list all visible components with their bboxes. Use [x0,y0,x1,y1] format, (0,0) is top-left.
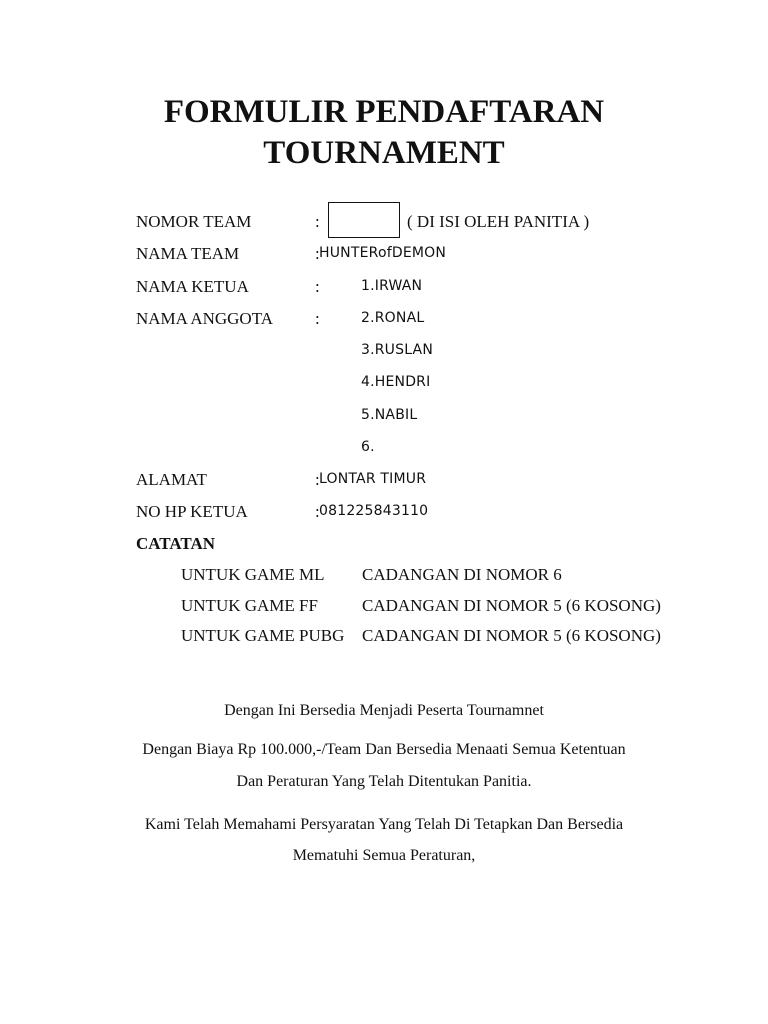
nama-team-value: HUNTERofDEMON [319,245,447,261]
anggota-item: 3.RUSLAN [361,342,433,358]
alamat-value: LONTAR TIMUR [319,471,427,487]
catatan-game: UNTUK GAME PUBG [181,626,345,645]
no-hp-ketua-colon: : [315,502,320,521]
nama-anggota-colon: : [315,309,320,328]
no-hp-ketua-label: NO HP KETUA [136,502,248,521]
anggota-item: 2.RONAL [361,310,425,326]
nama-anggota-label: NAMA ANGGOTA [136,309,274,328]
statement-line-1: Dengan Ini Bersedia Menjadi Peserta Tournamnet [224,702,544,719]
nama-ketua-label: NAMA KETUA [136,277,249,296]
catatan-note: CADANGAN DI NOMOR 6 [362,565,562,584]
form-title-line-2: TOURNAMENT [263,135,505,171]
nomor-team-box [328,202,400,238]
form-title [0,92,768,174]
no-hp-ketua-value: 081225843110 [319,503,429,519]
anggota-item: 5.NABIL [361,407,418,423]
alamat-label: ALAMAT [136,470,207,489]
nama-ketua-colon: : [315,277,320,296]
nama-team-label: NAMA TEAM [136,244,240,263]
statement-line-3: Dan Peraturan Yang Telah Ditentukan Panitia. [236,773,532,790]
nama-team-colon: : [315,244,320,263]
alamat-colon: : [315,470,320,489]
catatan-game: UNTUK GAME ML [181,565,325,584]
anggota-item: 4.HENDRI [361,374,431,390]
nomor-team-label: NOMOR TEAM [136,212,252,231]
catatan-note: CADANGAN DI NOMOR 5 (6 KOSONG) [362,596,661,615]
catatan-game: UNTUK GAME FF [181,596,318,615]
nomor-team-note: ( DI ISI OLEH PANITIA ) [407,212,590,231]
anggota-item: 6. [361,439,375,455]
statement-line-5: Mematuhi Semua Peraturan, [292,847,476,864]
nama-ketua-value: 1.IRWAN [361,278,423,294]
catatan-note: CADANGAN DI NOMOR 5 (6 KOSONG) [362,626,661,645]
statement-line-2: Dengan Biaya Rp 100.000,-/Team Dan Bersedia Menaati Semua Ketentuan [142,741,626,758]
form-title-line-1: FORMULIR PENDAFTARAN [163,94,605,130]
catatan-heading: CATATAN [136,534,216,553]
statement-line-4: Kami Telah Memahami Persyaratan Yang Telah Di Tetapkan Dan Bersedia [144,816,624,833]
nomor-team-colon: : [315,212,320,231]
